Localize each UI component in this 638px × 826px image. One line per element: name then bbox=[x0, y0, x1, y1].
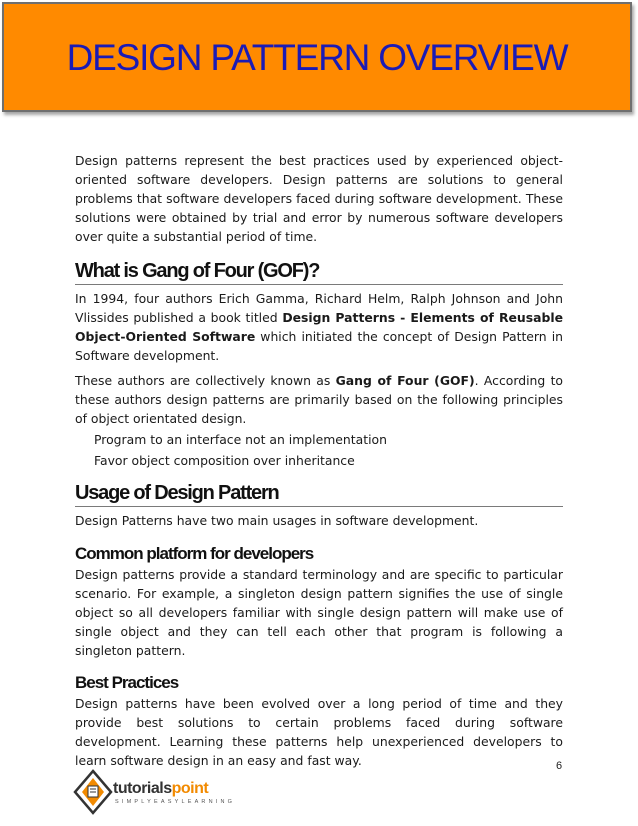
common-platform-section bbox=[75, 544, 563, 660]
tutorialspoint-logo bbox=[73, 767, 243, 817]
gof-paragraph-2 bbox=[75, 371, 563, 428]
gof-section bbox=[75, 260, 563, 470]
logo-wordmark bbox=[113, 780, 208, 798]
common-platform-heading: Common platform for developers bbox=[75, 544, 314, 563]
gof-heading: What is Gang of Four (GOF)? bbox=[75, 260, 563, 285]
best-practices-section bbox=[75, 673, 563, 770]
logo-diamond-icon bbox=[73, 767, 113, 817]
gof-p1-text-b: which initiated the concept of Design Pattern in Software development. bbox=[75, 329, 563, 363]
book-title: Design Patterns - Elements of Reusable Object-Oriented Software bbox=[75, 310, 563, 344]
gof-paragraph-1 bbox=[75, 289, 563, 365]
gof-p1-text-a: In 1994, four authors Erich Gamma, Richard Helm, Ralph Johnson and John Vlissides published a book titled bbox=[75, 291, 563, 325]
best-practices-paragraph: Design patterns have been evolved over a long period of time and they provide best solutions to certain problems faced during software development. Learning these patterns help unexperienced developers to learn software design in an easy and fast way. bbox=[75, 696, 563, 768]
intro-paragraph: Design patterns represent the best practices used by experienced object-oriented software developers. Design patterns are solutions to general problems that software developers faced during software development. These solutions were obtained by trial and error by numerous software developers over quite a substantial period of time. bbox=[75, 153, 563, 244]
logo-word-point: point bbox=[171, 780, 209, 797]
common-platform-paragraph: Design patterns provide a standard terminology and are specific to particular scenario. For example, a singleton design pattern signifies the use of single object so all developers familiar with single design pattern will make use of single object and they can tell each other that program is following a singleton pattern. bbox=[75, 567, 563, 658]
logo-tagline: SIMPLYEASYLEARNING bbox=[115, 799, 236, 805]
list-item: Favor object composition over inheritance bbox=[94, 453, 355, 468]
usage-heading: Usage of Design Pattern bbox=[75, 482, 563, 507]
page-title: DESIGN PATTERN OVERVIEW bbox=[66, 37, 568, 78]
page-number: 6 bbox=[556, 760, 563, 772]
list-item: Program to an interface not an implementation bbox=[94, 432, 387, 447]
principles-list bbox=[75, 430, 563, 470]
main-content bbox=[75, 151, 563, 770]
best-practices-heading: Best Practices bbox=[75, 673, 179, 692]
gof-p2-text-b: . According to these authors design patterns are primarily based on the following principles of object orientated design. bbox=[75, 373, 564, 426]
usage-section bbox=[75, 482, 563, 530]
logo-word-tutorials: tutorials bbox=[113, 780, 172, 797]
usage-paragraph: Design Patterns have two main usages in software development. bbox=[75, 513, 479, 528]
title-banner bbox=[2, 2, 632, 112]
gof-p2-text-a: These authors are collectively known as bbox=[75, 373, 336, 388]
gof-term: Gang of Four (GOF) bbox=[335, 373, 475, 388]
